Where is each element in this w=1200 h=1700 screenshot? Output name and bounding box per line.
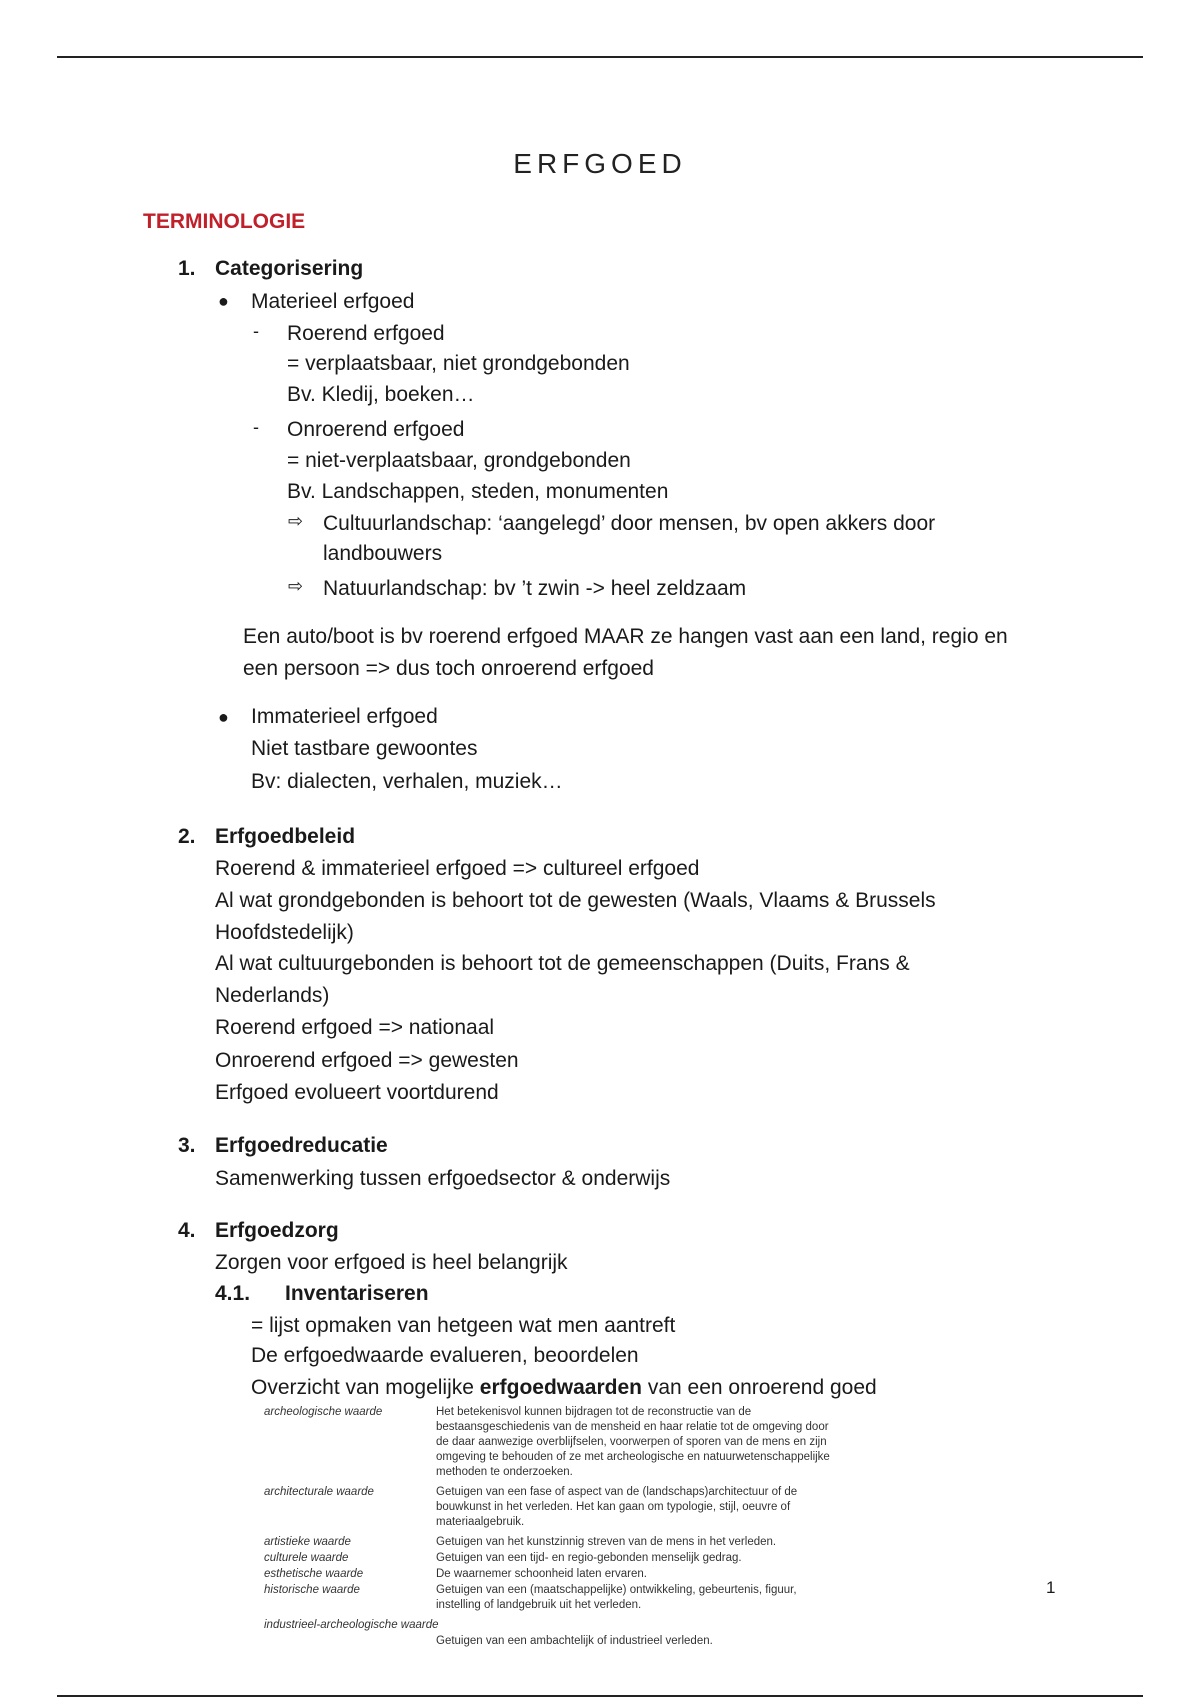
definition: Niet tastbare gewoontes <box>251 737 478 760</box>
value-term: esthetische waarde <box>264 1568 364 1580</box>
table-row <box>264 1618 834 1633</box>
item-heading: Erfgoedbeleid <box>215 825 356 848</box>
body-text: = lijst opmaken van hetgeen wat men aantreft <box>251 1314 676 1337</box>
list-item: Onroerend erfgoed <box>287 418 465 441</box>
bullet-icon: ● <box>218 707 229 727</box>
body-text: Onroerend erfgoed => gewesten <box>215 1049 519 1072</box>
arrow-right-icon: ⇨ <box>288 576 304 596</box>
value-description: Getuigen van een tijd- en regio-gebonden menselijk gedrag. <box>436 1552 742 1564</box>
header-rule <box>57 56 1143 58</box>
bullet-icon: ● <box>218 291 229 311</box>
definition: = niet-verplaatsbaar, grondgebonden <box>287 449 631 472</box>
page-number: 1 <box>1046 1578 1056 1597</box>
list-item: Cultuurlandschap: ‘aangelegd’ door mensen, bv open akkers door <box>323 512 936 535</box>
item-number: 4. <box>178 1219 196 1242</box>
body-text: Zorgen voor erfgoed is heel belangrijk <box>215 1251 568 1274</box>
body-text: Samenwerking tussen erfgoedsector & onderwijs <box>215 1167 671 1190</box>
value-description: Getuigen van een ambachtelijk of industrieel verleden. <box>436 1635 713 1647</box>
value-term: culturele waarde <box>264 1552 349 1564</box>
list-item: Natuurlandschap: bv ’t zwin -> heel zeldzaam <box>323 577 747 600</box>
table-row <box>264 1567 834 1582</box>
body-text: Erfgoed evolueert voortdurend <box>215 1081 499 1104</box>
overview-bold: erfgoedwaarden <box>479 1376 642 1399</box>
dash-icon: - <box>253 417 259 437</box>
arrow-right-icon: ⇨ <box>288 511 304 531</box>
page-title: ERFGOED <box>513 148 687 179</box>
subsection-number: 4.1. <box>215 1282 251 1305</box>
body-text: Al wat cultuurgebonden is behoort tot de gemeenschappen (Duits, Frans & <box>215 952 910 975</box>
item-number: 3. <box>178 1134 196 1157</box>
table-row <box>264 1485 834 1530</box>
definition: = verplaatsbaar, niet grondgebonden <box>287 352 630 375</box>
value-term: historische waarde <box>264 1584 360 1596</box>
table-row <box>264 1551 834 1566</box>
overview-pre: Overzicht van mogelijke <box>251 1376 474 1399</box>
body-text: Roerend & immaterieel erfgoed => cultureel erfgoed <box>215 857 700 880</box>
list-item: Immaterieel erfgoed <box>251 705 438 728</box>
item-heading: Erfgoedzorg <box>215 1219 339 1242</box>
value-term: archeologische waarde <box>264 1406 383 1418</box>
item-number: 1. <box>178 257 196 280</box>
item-heading: Erfgoedreducatie <box>215 1134 388 1157</box>
section-heading: TERMINOLOGIE <box>143 210 306 233</box>
value-term: architecturale waarde <box>264 1486 374 1498</box>
overview-post: van een onroerend goed <box>647 1376 877 1399</box>
example: Bv: dialecten, verhalen, muziek… <box>251 770 563 793</box>
subsection-heading: Inventariseren <box>285 1282 429 1305</box>
list-item-continuation: landbouwers <box>323 542 443 565</box>
overview-text <box>251 1375 877 1401</box>
item-number: 2. <box>178 825 196 848</box>
list-item: Roerend erfgoed <box>287 322 445 345</box>
value-description: Getuigen van een (maatschappelijke) ontwikkeling, gebeurtenis, figuur, instelling of landgebruik uit het verleden. <box>436 1584 797 1611</box>
heritage-values-table <box>264 1405 834 1654</box>
example: Bv. Landschappen, steden, monumenten <box>287 480 669 503</box>
value-description: Het betekenisvol kunnen bijdragen tot de reconstructie van de bestaansgeschiedenis van de mensheid en haar relatie tot de omgeving door de daar aanwezige overblijfselen, voorwerpen of sporen van de mens en zijn omgeving te behouden of ze met archeologische en natuurwetenschappelijke methoden te onderzoeken. <box>436 1406 830 1478</box>
body-text: Nederlands) <box>215 984 330 1007</box>
body-text: Al wat grondgebonden is behoort tot de gewesten (Waals, Vlaams & Brussels <box>215 889 936 912</box>
body-text: De erfgoedwaarde evalueren, beoordelen <box>251 1344 639 1367</box>
table-row <box>264 1535 834 1550</box>
value-description: Getuigen van een fase of aspect van de (landschaps)architectuur of de bouwkunst in het verleden. Het kan gaan om typologie, stijl, oeuvre of materiaalgebruik. <box>436 1486 798 1528</box>
item-heading: Categorisering <box>215 257 364 280</box>
value-term: industrieel-archeologische waarde <box>264 1619 439 1631</box>
note-text: Een auto/boot is bv roerend erfgoed MAAR ze hangen vast aan een land, regio en <box>243 625 1008 648</box>
table-row <box>264 1583 834 1613</box>
body-text: Hoofdstedelijk) <box>215 921 354 944</box>
table-row <box>264 1634 834 1649</box>
table-row <box>264 1405 834 1480</box>
body-text: Roerend erfgoed => nationaal <box>215 1016 495 1039</box>
dash-icon: - <box>253 321 259 341</box>
list-item: Materieel erfgoed <box>251 290 415 313</box>
note-text: een persoon => dus toch onroerend erfgoed <box>243 657 654 680</box>
value-term: artistieke waarde <box>264 1536 351 1548</box>
value-description: Getuigen van het kunstzinnig streven van de mens in het verleden. <box>436 1536 777 1548</box>
value-description: De waarnemer schoonheid laten ervaren. <box>436 1568 647 1580</box>
example: Bv. Kledij, boeken… <box>287 383 475 406</box>
footer-rule <box>57 1695 1143 1697</box>
